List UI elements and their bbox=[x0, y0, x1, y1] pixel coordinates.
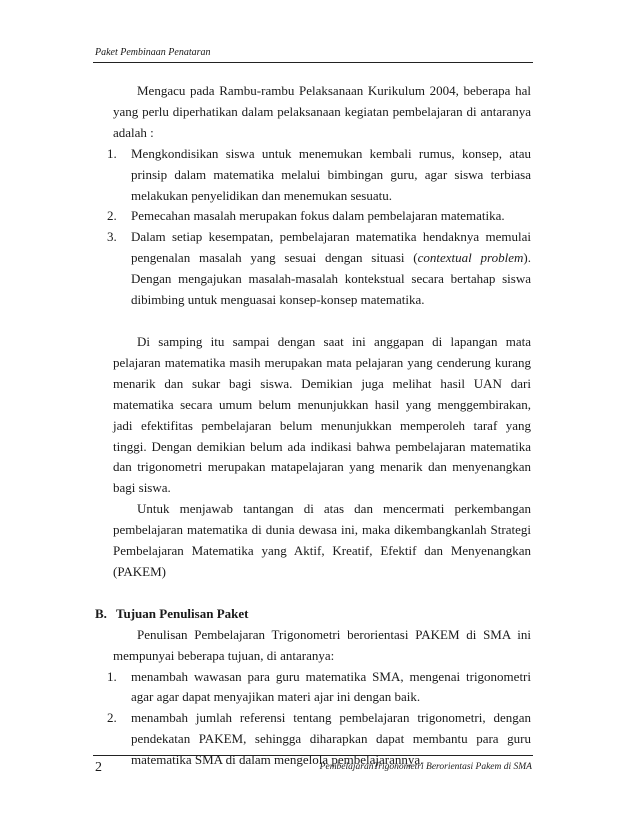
page-number: 2 bbox=[95, 760, 102, 775]
list-text-end: ). Dengan mengajukan masalah-masalah kontekstual secara bertahap siswa dibimbing untuk menguasai konsep-konsep matematika. bbox=[131, 250, 531, 308]
spacer bbox=[113, 583, 531, 604]
running-header: Paket Pembinaan Penataran bbox=[95, 47, 211, 58]
body-paragraph-1: Di samping itu sampai dengan saat ini anggapan di lapangan mata pelajaran matematika masih merupakan mata pelajaran yang cenderung kurang menarik dan sukar bagi siswa. Demikian juga melihat hasil UAN dari matematika secara umum belum menunjukkan hasil yang menggembirakan, jadi efektifitas pembelajaran belum menunjukkan memperoleh taraf yang tinggi. Dengan demikian belum ada indikasi bahwa pembelajaran matematika dan trigonometri merupakan matapelajaran yang menarik dan menyenangkan bagi siswa. bbox=[113, 333, 531, 496]
list-number: 1. bbox=[107, 145, 117, 161]
header-rule bbox=[93, 62, 533, 63]
list-number: 2. bbox=[107, 208, 117, 224]
list-item bbox=[107, 667, 531, 709]
list-text: Pemecahan masalah merupakan fokus dalam pembelajaran matematika. bbox=[131, 208, 505, 224]
list-number: 2. bbox=[107, 710, 117, 726]
body-paragraph-2: Untuk menjawab tantangan di atas dan mencermati perkembangan pembelajaran matematika di dunia dewasa ini, maka dikembangkanlah Strategi Pembelajaran Matematika yang Aktif, Kreatif, Efektif dan Menyenangkan (PAKEM) bbox=[113, 501, 531, 579]
section-title: Tujuan Penulisan Paket bbox=[116, 605, 249, 621]
intro-list bbox=[107, 144, 531, 311]
section-label: B. bbox=[95, 605, 107, 621]
footer-rule bbox=[93, 755, 533, 756]
list-text: menambah wawasan para guru matematika SMA, mengenai trigonometri agar agar dapat menyajikan materi ajar ini dengan baik. bbox=[131, 668, 531, 705]
list-text-start: Dalam setiap kesempatan, pembelajaran matematika hendaknya memulai pengenalan masalah yang sesuai dengan situasi ( bbox=[131, 229, 531, 266]
list-text-italic: contextual problem bbox=[417, 250, 524, 266]
list-number: 1. bbox=[107, 668, 117, 684]
list-text: Mengkondisikan siswa untuk menemukan kembali rumus, konsep, atau prinsip dalam matematika melalui bimbingan guru, agar siswa terbiasa melakukan penyelidikan dan menemukan sesuatu. bbox=[131, 145, 531, 203]
running-footer: PembelajaranTrigonometri Berorientasi Pakem di SMA bbox=[319, 762, 532, 772]
list-number: 3. bbox=[107, 229, 117, 245]
list-item bbox=[107, 227, 531, 311]
section-heading bbox=[95, 604, 531, 625]
section-paragraph: Penulisan Pembelajaran Trigonometri berorientasi PAKEM di SMA ini mempunyai beberapa tujuan, di antaranya: bbox=[113, 626, 531, 663]
list-item bbox=[107, 206, 531, 227]
list-item bbox=[107, 144, 531, 207]
page-content bbox=[95, 81, 531, 771]
list-text: menambah jumlah referensi tentang pembelajaran trigonometri, dengan pendekatan PAKEM, sehingga diharapkan dapat membantu para guru matematika SMA di dalam mengelola pembelajarannya. bbox=[131, 710, 531, 768]
intro-paragraph: Mengacu pada Rambu-rambu Pelaksanaan Kurikulum 2004, beberapa hal yang perlu diperhatikan dalam pelaksanaan kegiatan pembelajaran di antaranya adalah : bbox=[113, 83, 531, 140]
spacer bbox=[113, 311, 531, 332]
